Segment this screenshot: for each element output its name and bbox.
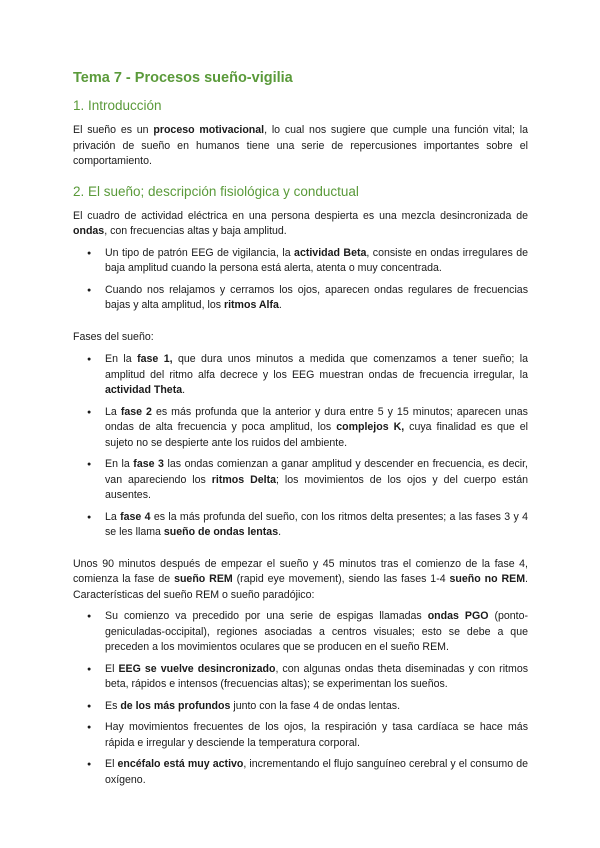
text-span: El: [105, 758, 118, 770]
text-span: El cuadro de actividad eléctrica en una persona despierta es una mezcla desincronizada de: [73, 209, 528, 222]
bold-term: actividad Theta: [105, 384, 183, 396]
section-heading-sleep: 2. El sueño; descripción fisiológica y conductual: [73, 183, 359, 199]
list-item: [73, 246, 528, 277]
list-item: [73, 699, 528, 715]
text-span: . Características del sueño REM o sueño paradójico:: [73, 573, 528, 601]
bold-term: ritmos Delta: [211, 473, 277, 486]
text-span: , con frecuencias altas y baja amplitud.: [104, 225, 287, 237]
text-span: Cuando nos relajamos y cerramos los ojos, aparecen ondas regulares de frecuencias bajas y alta amplitud, los: [105, 283, 528, 311]
list-item: [73, 609, 528, 656]
text-span: (ponto-geniculadas-occipital), regiones asociadas a centros visuales; esto se debe a que preceden a los movimientos oculares que se producen en el sueño REM.: [105, 610, 529, 653]
wave-list: [73, 246, 528, 314]
bold-term: fase 4: [120, 510, 151, 523]
text-span: El sueño es un: [73, 124, 154, 136]
text-span: es la más profunda del sueño, con los ritmos delta presentes; a las fases 3 y 4 se les llama: [105, 510, 528, 538]
text-span: , consiste en ondas irregulares de baja amplitud cuando la persona está alerta, atenta o muy concentrada.: [105, 246, 528, 274]
list-item: [73, 720, 528, 751]
bold-term: fase 3: [133, 458, 164, 470]
text-span: En la: [105, 353, 138, 365]
text-span: cuya finalidad es que el sujeto no se despierte ante los ruidos del ambiente.: [105, 421, 528, 449]
text-span: Unos 90 minutos después de empezar el sueño y 45 minutos tras el comienzo de la fase 4, comienza la fase de: [73, 557, 528, 585]
list-item: [73, 352, 528, 399]
text-span: .: [182, 384, 186, 396]
text-span: que dura unos minutos a medida que comenzamos a tener sueño; la amplitud del ritmo alfa decrece y los EEG muestran ondas de frecuencia irregular, la: [105, 353, 528, 381]
bold-term: proceso motivacional: [153, 124, 265, 136]
bold-term: ondas PGO: [427, 610, 489, 622]
text-span: , con algunas ondas theta diseminadas y con ritmos beta, rápidos e intensos (frecuencias altas); se experimentan los sueños.: [105, 662, 529, 690]
list-item: [73, 757, 528, 788]
list-item: [73, 510, 528, 541]
bold-term: fase 1,: [137, 353, 173, 365]
intro-paragraph: [73, 123, 528, 170]
section-heading-intro: 1. Introducción: [73, 98, 162, 113]
text-span: Hay movimientos frecuentes de los ojos, la respiración y tasa cardíaca se hace más rápida e irregular y desciende la temperatura corporal.: [105, 721, 528, 749]
bold-term: actividad Beta: [294, 246, 367, 259]
bold-term: encéfalo está muy activo: [117, 758, 244, 770]
bold-term: fase 2: [120, 405, 152, 418]
bold-term: sueño de ondas lentas: [163, 526, 279, 538]
document-page: [73, 70, 528, 794]
bold-term: de los más profundos: [120, 699, 231, 712]
text-span: es más profunda que la anterior y dura entre 5 y 15 minutos; aparecen unas ondas de alta frecuencia y poca amplitud, los: [105, 405, 528, 433]
text-span: Un tipo de patrón EEG de vigilancia, la: [105, 246, 295, 259]
bold-term: ritmos Alfa: [223, 299, 279, 311]
bold-term: sueño no REM: [449, 573, 526, 585]
text-span: las ondas comienzan a ganar amplitud y descender en frecuencia, es decir, van apareciendo los: [105, 458, 528, 486]
text-span: En la: [105, 458, 134, 470]
sleep-paragraph: [73, 209, 528, 240]
phases-label: Fases del sueño:: [73, 330, 154, 343]
bold-term: EEG se vuelve desincronizado: [118, 662, 276, 675]
text-span: El: [105, 662, 119, 675]
text-span: La: [105, 510, 121, 523]
text-span: La: [105, 405, 121, 418]
list-item: [73, 405, 528, 452]
text-span: Es: [105, 699, 121, 712]
text-span: ; los movimientos de los ojos y del cuerpo están ausentes.: [105, 473, 528, 501]
text-span: (rapid eye movement), siendo las fases 1-4: [232, 573, 450, 585]
list-item: [73, 457, 528, 504]
text-span: , incrementando el flujo sanguíneo cerebral y el consumo de oxígeno.: [105, 758, 528, 786]
text-span: junto con la fase 4 de ondas lentas.: [230, 699, 401, 712]
phases-list: [73, 352, 528, 541]
rem-paragraph: [73, 557, 528, 604]
document-title: Tema 7 - Procesos sueño-vigilia: [73, 70, 293, 86]
list-item: [73, 662, 528, 693]
bold-term: ondas: [73, 225, 105, 237]
bold-term: sueño REM: [174, 573, 233, 585]
text-span: .: [278, 526, 282, 538]
bold-term: complejos K,: [336, 421, 405, 433]
text-span: , lo cual nos sugiere que cumple una función vital; la privación de sueño en humanos tiene una serie de repercusiones importantes sobre el comportamiento.: [73, 124, 528, 167]
text-span: Su comienzo va precedido por una serie de espigas llamadas: [105, 610, 428, 622]
text-span: .: [278, 299, 282, 311]
list-item: [73, 283, 528, 314]
rem-list: [73, 609, 528, 788]
